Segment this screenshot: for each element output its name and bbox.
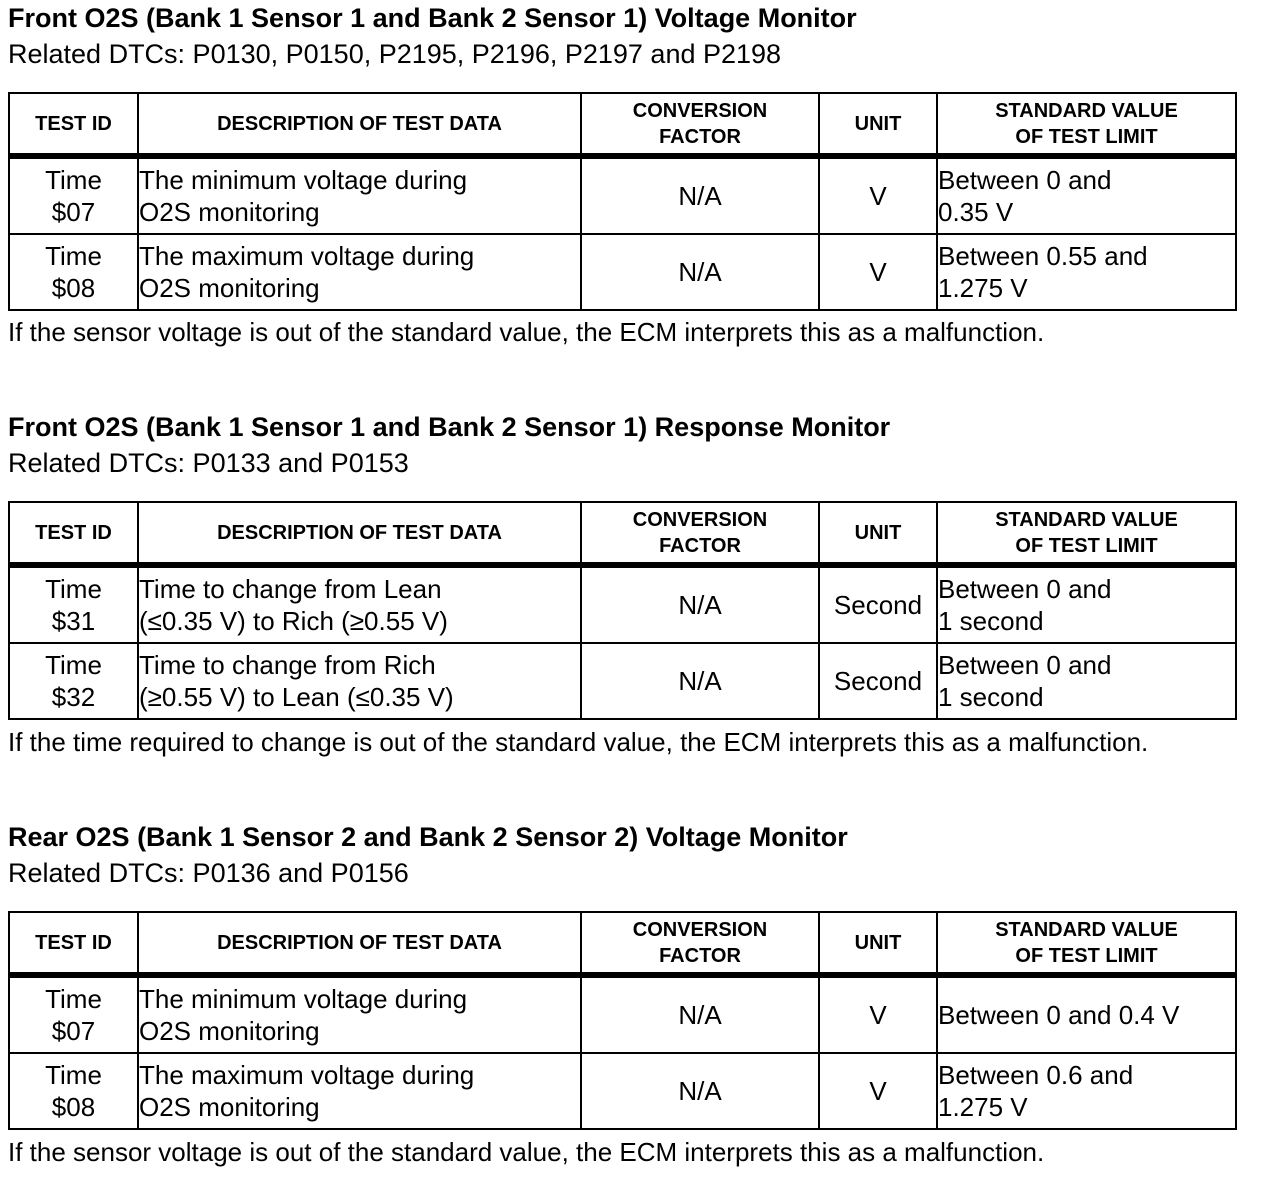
section-title: Rear O2S (Bank 1 Sensor 2 and Bank 2 Sensor 2) Voltage Monitor	[8, 822, 848, 852]
standard-value-cell: Between 0 and 0.35 V	[937, 156, 1236, 234]
test-id-cell: Time $07	[9, 156, 138, 234]
header-test-id: TEST ID	[9, 912, 138, 975]
section-title: Front O2S (Bank 1 Sensor 1 and Bank 2 Sensor 1) Voltage Monitor	[8, 3, 857, 33]
conversion-cell: N/A	[581, 643, 819, 719]
conversion-cell: N/A	[581, 234, 819, 310]
conversion-cell: N/A	[581, 975, 819, 1053]
unit-cell: V	[819, 975, 937, 1053]
section-title: Front O2S (Bank 1 Sensor 1 and Bank 2 Sensor 1) Response Monitor	[8, 412, 891, 442]
header-unit: UNIT	[819, 502, 937, 565]
unit-cell: V	[819, 234, 937, 310]
section-front-o2s-voltage-monitor	[8, 2, 1236, 352]
test-data-table	[8, 501, 1237, 720]
table-row	[9, 1053, 1236, 1129]
unit-cell: V	[819, 1053, 937, 1129]
header-test-id: TEST ID	[9, 502, 138, 565]
header-test-id: TEST ID	[9, 93, 138, 156]
description-cell: Time to change from Lean (≤0.35 V) to Rich (≥0.55 V)	[138, 565, 581, 643]
standard-value-cell: Between 0 and 1 second	[937, 565, 1236, 643]
table-header-row	[9, 93, 1236, 156]
related-dtcs: Related DTCs: P0133 and P0153	[8, 448, 409, 478]
header-standard-value: STANDARD VALUE OF TEST LIMIT	[937, 502, 1236, 565]
malfunction-note: If the sensor voltage is out of the standard value, the ECM interprets this as a malfunction.	[8, 1137, 1045, 1167]
description-cell: The minimum voltage during O2S monitoring	[138, 975, 581, 1053]
related-dtcs: Related DTCs: P0130, P0150, P2195, P2196, P2197 and P2198	[8, 39, 782, 69]
header-conversion-factor: CONVERSION FACTOR	[581, 502, 819, 565]
conversion-cell: N/A	[581, 565, 819, 643]
header-conversion-factor: CONVERSION FACTOR	[581, 93, 819, 156]
test-id-cell: Time $07	[9, 975, 138, 1053]
header-description: DESCRIPTION OF TEST DATA	[138, 502, 581, 565]
header-unit: UNIT	[819, 93, 937, 156]
related-dtcs: Related DTCs: P0136 and P0156	[8, 858, 409, 888]
header-standard-value: STANDARD VALUE OF TEST LIMIT	[937, 912, 1236, 975]
table-row	[9, 643, 1236, 719]
section-front-o2s-response-monitor	[8, 411, 1236, 761]
table-header-row	[9, 912, 1236, 975]
table-row	[9, 156, 1236, 234]
test-id-cell: Time $08	[9, 1053, 138, 1129]
malfunction-note: If the time required to change is out of the standard value, the ECM interprets this as a malfunction.	[8, 727, 1149, 757]
header-unit: UNIT	[819, 912, 937, 975]
header-standard-value: STANDARD VALUE OF TEST LIMIT	[937, 93, 1236, 156]
conversion-cell: N/A	[581, 1053, 819, 1129]
standard-value-cell: Between 0.6 and 1.275 V	[937, 1053, 1236, 1129]
unit-cell: Second	[819, 643, 937, 719]
description-cell: Time to change from Rich (≥0.55 V) to Lean (≤0.35 V)	[138, 643, 581, 719]
table-header-row	[9, 502, 1236, 565]
standard-value-cell: Between 0 and 1 second	[937, 643, 1236, 719]
conversion-cell: N/A	[581, 156, 819, 234]
table-row	[9, 234, 1236, 310]
standard-value-cell: Between 0.55 and 1.275 V	[937, 234, 1236, 310]
test-id-cell: Time $08	[9, 234, 138, 310]
unit-cell: Second	[819, 565, 937, 643]
test-id-cell: Time $31	[9, 565, 138, 643]
table-row	[9, 565, 1236, 643]
header-description: DESCRIPTION OF TEST DATA	[138, 912, 581, 975]
description-cell: The maximum voltage during O2S monitoring	[138, 1053, 581, 1129]
standard-value-cell: Between 0 and 0.4 V	[937, 975, 1236, 1053]
test-data-table	[8, 92, 1237, 311]
test-id-cell: Time $32	[9, 643, 138, 719]
description-cell: The minimum voltage during O2S monitoring	[138, 156, 581, 234]
header-description: DESCRIPTION OF TEST DATA	[138, 93, 581, 156]
header-conversion-factor: CONVERSION FACTOR	[581, 912, 819, 975]
test-data-table	[8, 911, 1237, 1130]
malfunction-note: If the sensor voltage is out of the standard value, the ECM interprets this as a malfunction.	[8, 317, 1045, 347]
table-row	[9, 975, 1236, 1053]
section-rear-o2s-voltage-monitor	[8, 821, 1236, 1171]
description-cell: The maximum voltage during O2S monitoring	[138, 234, 581, 310]
unit-cell: V	[819, 156, 937, 234]
